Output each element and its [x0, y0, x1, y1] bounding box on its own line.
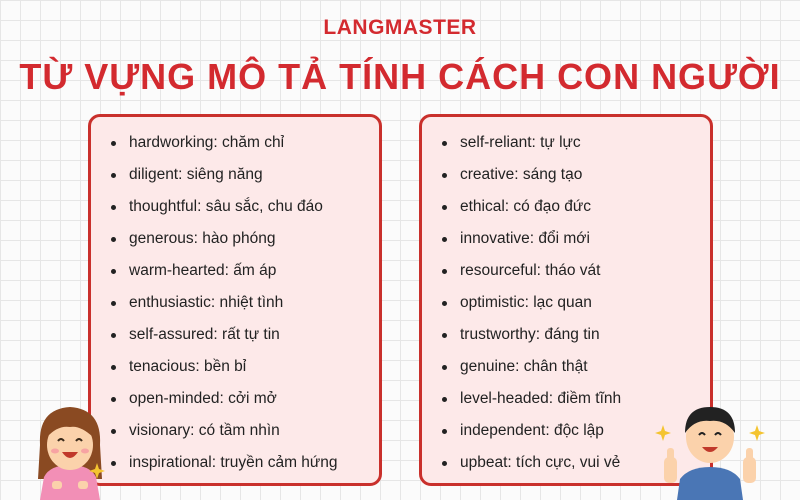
vocab-item: self-reliant: tự lực	[436, 127, 710, 159]
vocab-item: enthusiastic: nhiệt tình	[105, 287, 379, 319]
brand-logo: LANGMASTER	[323, 16, 477, 39]
vocab-item: self-assured: rất tự tin	[105, 319, 379, 351]
page-title: TỪ VỰNG MÔ TẢ TÍNH CÁCH CON NGƯỜI	[19, 56, 781, 97]
vocab-item: creative: sáng tạo	[436, 159, 710, 191]
vocab-item: genuine: chân thật	[436, 351, 710, 383]
vocab-item: hardworking: chăm chỉ	[105, 127, 379, 159]
vocab-item: level-headed: điềm tĩnh	[436, 383, 710, 415]
vocab-item: optimistic: lạc quan	[436, 287, 710, 319]
vocab-item: inspirational: truyền cảm hứng	[105, 447, 379, 479]
vocab-item: generous: hào phóng	[105, 223, 379, 255]
vocabulary-card-left	[88, 114, 382, 486]
vocab-item: resourceful: tháo vát	[436, 255, 710, 287]
vocab-item: trustworthy: đáng tin	[436, 319, 710, 351]
vocab-item: innovative: đổi mới	[436, 223, 710, 255]
vocab-item: independent: độc lập	[436, 415, 710, 447]
vocab-item: diligent: siêng năng	[105, 159, 379, 191]
vocab-item: visionary: có tầm nhìn	[105, 415, 379, 447]
vocab-item: upbeat: tích cực, vui vẻ	[436, 447, 710, 479]
vocab-item: tenacious: bền bỉ	[105, 351, 379, 383]
smiling-girl-illustration	[30, 395, 110, 500]
thumbs-up-boy-illustration	[655, 395, 765, 500]
vocab-item: thoughtful: sâu sắc, chu đáo	[105, 191, 379, 223]
vocab-item: ethical: có đạo đức	[436, 191, 710, 223]
vocab-item: warm-hearted: ấm áp	[105, 255, 379, 287]
vocab-item: open-minded: cởi mở	[105, 383, 379, 415]
